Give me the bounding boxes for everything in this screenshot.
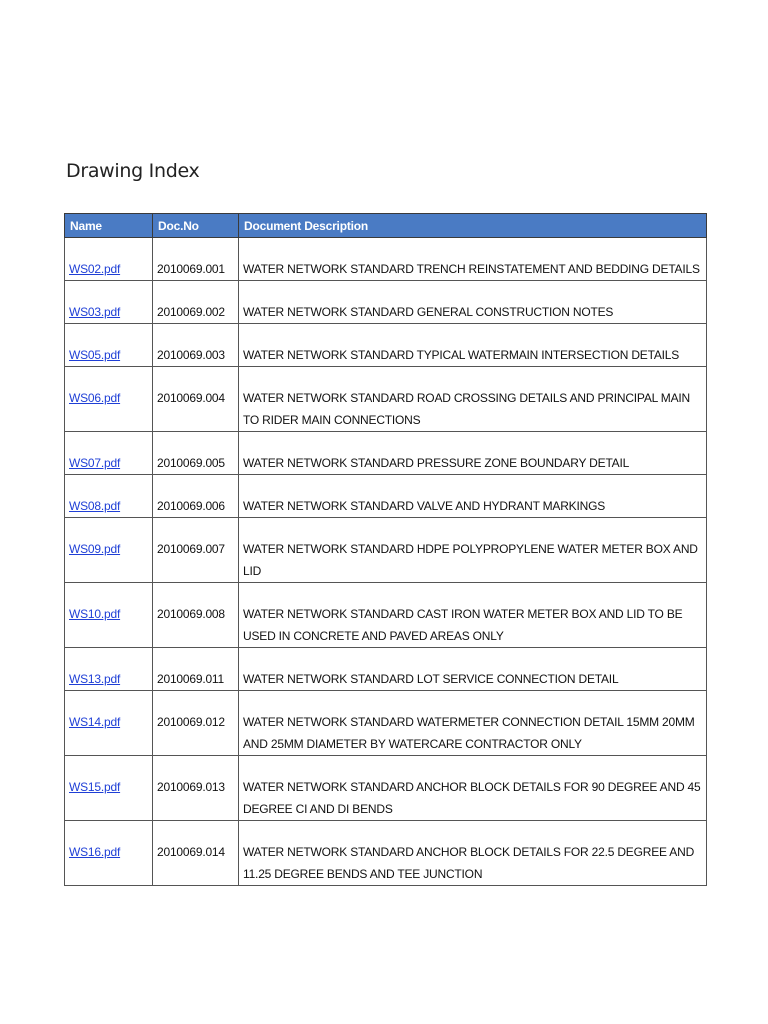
description-cell xyxy=(239,432,707,475)
table-row xyxy=(65,367,707,432)
description-cell xyxy=(239,475,707,518)
name-cell xyxy=(65,324,153,367)
doc-no-cell xyxy=(153,432,239,475)
table-row xyxy=(65,518,707,583)
header-description: Document Description xyxy=(239,214,707,238)
document-link[interactable]: WS10.pdf xyxy=(69,607,121,621)
description-cell xyxy=(239,648,707,691)
description-text: WATER NETWORK STANDARD TRENCH REINSTATEMENT AND BEDDING DETAILS xyxy=(243,262,700,276)
description-cell xyxy=(239,583,707,648)
doc-no-text: 2010069.005 xyxy=(157,456,225,470)
table-row xyxy=(65,324,707,367)
doc-no-cell xyxy=(153,821,239,886)
table-row xyxy=(65,756,707,821)
doc-no-text: 2010069.001 xyxy=(157,262,225,276)
description-cell xyxy=(239,691,707,756)
name-cell xyxy=(65,281,153,324)
header-doc-no: Doc.No xyxy=(153,214,239,238)
name-cell xyxy=(65,475,153,518)
description-cell xyxy=(239,281,707,324)
description-text: WATER NETWORK STANDARD ANCHOR BLOCK DETAILS FOR 90 DEGREE AND 45 DEGREE CI AND DI BENDS xyxy=(243,780,701,816)
document-link[interactable]: WS16.pdf xyxy=(69,845,121,859)
description-text: WATER NETWORK STANDARD GENERAL CONSTRUCTION NOTES xyxy=(243,305,614,319)
table-row xyxy=(65,432,707,475)
doc-no-text: 2010069.002 xyxy=(157,305,225,319)
drawing-index-table xyxy=(64,213,707,886)
description-text: WATER NETWORK STANDARD ANCHOR BLOCK DETAILS FOR 22.5 DEGREE AND 11.25 DEGREE BENDS AND TEE JUNCTION xyxy=(243,845,695,881)
page-title: Drawing Index xyxy=(66,160,200,182)
name-cell xyxy=(65,432,153,475)
doc-no-text: 2010069.004 xyxy=(157,391,225,405)
doc-no-cell xyxy=(153,583,239,648)
description-text: WATER NETWORK STANDARD TYPICAL WATERMAIN INTERSECTION DETAILS xyxy=(243,348,680,362)
name-cell xyxy=(65,648,153,691)
table-row xyxy=(65,238,707,281)
document-link[interactable]: WS09.pdf xyxy=(69,542,121,556)
name-cell xyxy=(65,756,153,821)
doc-no-text: 2010069.014 xyxy=(157,845,225,859)
document-link[interactable]: WS06.pdf xyxy=(69,391,121,405)
table-header-row xyxy=(65,214,707,238)
document-link[interactable]: WS07.pdf xyxy=(69,456,121,470)
table-row xyxy=(65,583,707,648)
description-text: WATER NETWORK STANDARD LOT SERVICE CONNECTION DETAIL xyxy=(243,672,619,686)
table-row xyxy=(65,691,707,756)
table-row xyxy=(65,821,707,886)
doc-no-text: 2010069.003 xyxy=(157,348,225,362)
description-cell xyxy=(239,821,707,886)
document-link[interactable]: WS13.pdf xyxy=(69,672,121,686)
name-cell xyxy=(65,583,153,648)
doc-no-cell xyxy=(153,518,239,583)
description-cell xyxy=(239,756,707,821)
table-row xyxy=(65,648,707,691)
description-cell xyxy=(239,324,707,367)
document-link[interactable]: WS14.pdf xyxy=(69,715,121,729)
doc-no-cell xyxy=(153,756,239,821)
table-row xyxy=(65,475,707,518)
description-text: WATER NETWORK STANDARD VALVE AND HYDRANT MARKINGS xyxy=(243,499,606,513)
header-name: Name xyxy=(65,214,153,238)
name-cell xyxy=(65,518,153,583)
name-cell xyxy=(65,367,153,432)
document-link[interactable]: WS08.pdf xyxy=(69,499,121,513)
description-text: WATER NETWORK STANDARD HDPE POLYPROPYLENE WATER METER BOX AND LID xyxy=(243,542,698,578)
doc-no-text: 2010069.007 xyxy=(157,542,225,556)
description-text: WATER NETWORK STANDARD CAST IRON WATER METER BOX AND LID TO BE USED IN CONCRETE AND PAVED AREAS ONLY xyxy=(243,607,683,643)
doc-no-text: 2010069.008 xyxy=(157,607,225,621)
doc-no-cell xyxy=(153,281,239,324)
doc-no-cell xyxy=(153,367,239,432)
doc-no-cell xyxy=(153,475,239,518)
doc-no-text: 2010069.012 xyxy=(157,715,225,729)
doc-no-text: 2010069.011 xyxy=(157,672,224,686)
description-cell xyxy=(239,367,707,432)
doc-no-cell xyxy=(153,691,239,756)
description-text: WATER NETWORK STANDARD ROAD CROSSING DETAILS AND PRINCIPAL MAIN TO RIDER MAIN CONNECTIONS xyxy=(243,391,691,427)
description-text: WATER NETWORK STANDARD WATERMETER CONNECTION DETAIL 15MM 20MM AND 25MM DIAMETER BY WATERCARE CONTRACTOR ONLY xyxy=(243,715,695,751)
name-cell xyxy=(65,821,153,886)
doc-no-cell xyxy=(153,238,239,281)
document-link[interactable]: WS02.pdf xyxy=(69,262,121,276)
description-text: WATER NETWORK STANDARD PRESSURE ZONE BOUNDARY DETAIL xyxy=(243,456,630,470)
table-row xyxy=(65,281,707,324)
document-link[interactable]: WS03.pdf xyxy=(69,305,121,319)
document-link[interactable]: WS05.pdf xyxy=(69,348,121,362)
description-cell xyxy=(239,238,707,281)
doc-no-cell xyxy=(153,324,239,367)
doc-no-text: 2010069.013 xyxy=(157,780,225,794)
description-cell xyxy=(239,518,707,583)
doc-no-text: 2010069.006 xyxy=(157,499,225,513)
document-link[interactable]: WS15.pdf xyxy=(69,780,121,794)
name-cell xyxy=(65,238,153,281)
name-cell xyxy=(65,691,153,756)
doc-no-cell xyxy=(153,648,239,691)
